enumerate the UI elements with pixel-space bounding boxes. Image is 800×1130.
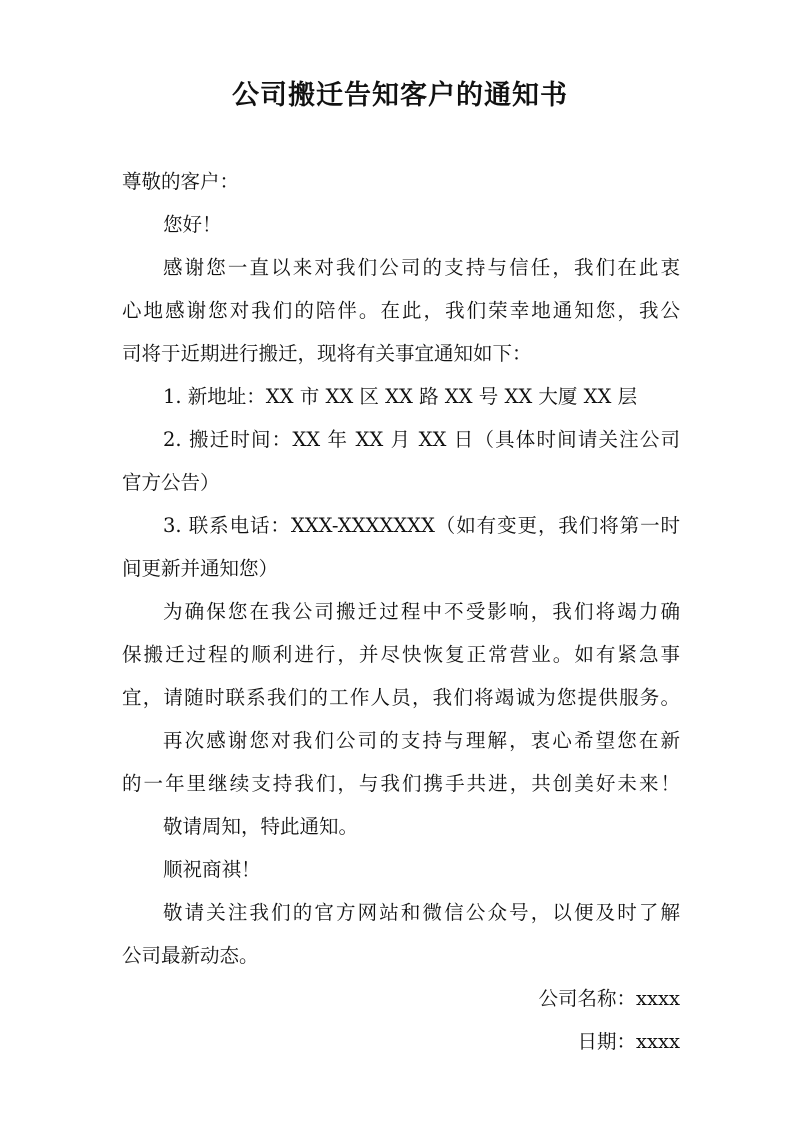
document-body — [122, 160, 680, 1063]
item-new-address: 1. 新地址：XX 市 XX 区 XX 路 XX 号 XX 大厦 XX 层 — [163, 385, 638, 408]
paragraph-4-line-1: 敬请关注我们的官方网站和微信公众号，以便及时了解 — [163, 901, 680, 924]
document-title: 公司搬迁告知客户的通知书 — [232, 80, 568, 111]
wishes-line: 顺祝商祺！ — [163, 858, 261, 881]
paragraph-3-line-2: 的一年里继续支持我们，与我们携手共进，共创美好未来！ — [122, 772, 680, 795]
item-phone-line-2: 间更新并通知您） — [122, 557, 279, 580]
paragraph-1-line-2: 心地感谢您对我们的陪伴。在此，我们荣幸地通知您，我公 — [122, 299, 680, 322]
paragraph-1-line-1: 感谢您一直以来对我们公司的支持与信任，我们在此衷 — [163, 256, 680, 279]
greeting: 您好！ — [163, 213, 222, 236]
paragraph-2-line-1: 为确保您在我公司搬迁过程中不受影响，我们将竭力确 — [163, 600, 680, 623]
salutation: 尊敬的客户： — [122, 170, 240, 193]
paragraph-2-line-2: 保搬迁过程的顺利进行，并尽快恢复正常营业。如有紧急事 — [122, 643, 680, 666]
paragraph-2-line-3: 宜，请随时联系我们的工作人员，我们将竭诚为您提供服务。 — [122, 686, 680, 709]
paragraph-1-line-3: 司将于近期进行搬迁，现将有关事宜通知如下： — [122, 342, 532, 365]
item-move-time-line-2: 官方公告） — [122, 471, 220, 494]
paragraph-3-line-1: 再次感谢您对我们公司的支持与理解，衷心希望您在新 — [163, 729, 680, 752]
company-name: 公司名称：xxxx — [538, 987, 680, 1010]
date: 日期：xxxx — [577, 1030, 680, 1053]
notice-line: 敬请周知，特此通知。 — [163, 815, 359, 838]
item-phone-line-1: 3. 联系电话：XXX-XXXXXXX（如有变更，我们将第一时 — [163, 514, 680, 537]
item-move-time-line-1: 2. 搬迁时间：XX 年 XX 月 XX 日（具体时间请关注公司 — [163, 428, 680, 451]
paragraph-4-line-2: 公司最新动态。 — [122, 944, 259, 967]
